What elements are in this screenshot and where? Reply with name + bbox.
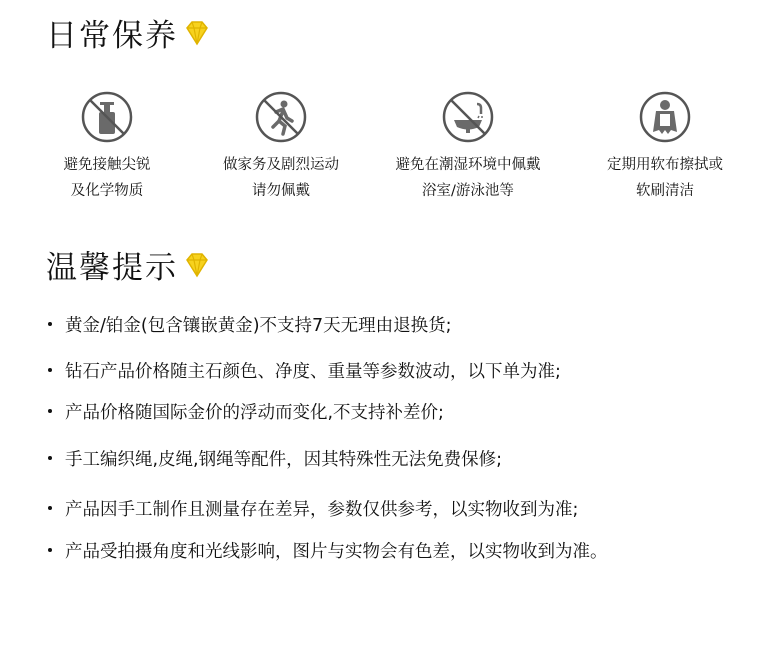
care-text-line1: 做家务及剧烈运动	[223, 157, 339, 173]
list-item	[48, 358, 561, 383]
bullet-icon	[48, 548, 52, 552]
no-sharp-chemicals-icon	[80, 90, 134, 144]
care-text-line2: 软刷清洁	[636, 183, 694, 199]
diamond-icon	[182, 250, 212, 280]
tip-text: 钻石产品价格随主石颜色、净度、重量等参数波动，以下单为准;	[65, 362, 561, 382]
no-humidity-icon	[441, 90, 495, 144]
care-item	[186, 90, 376, 204]
tip-text: 黄金/铂金(包含镶嵌黄金)不支持7天无理由退换货;	[65, 316, 452, 336]
tip-text: 产品因手工制作且测量存在差异，参数仅供参考，以实物收到为准;	[65, 500, 579, 520]
tip-text: 手工编织绳,皮绳,钢绳等配件，因其特殊性无法免费保修;	[65, 450, 503, 470]
cloth-cleaning-icon	[638, 90, 692, 144]
care-title-text: 日常保养	[46, 18, 178, 54]
bullet-icon	[48, 506, 52, 510]
bullet-icon	[48, 409, 52, 413]
care-text-line2: 及化学物质	[70, 183, 144, 199]
list-item	[48, 399, 444, 424]
no-exercise-icon	[254, 90, 308, 144]
tip-text: 产品价格随国际金价的浮动而变化,不支持补差价;	[65, 403, 444, 423]
care-item	[570, 90, 760, 204]
care-text-line1: 避免接触尖锐	[63, 157, 151, 173]
care-items-row	[0, 90, 784, 210]
list-item	[48, 496, 578, 521]
care-item	[373, 90, 563, 204]
list-item	[48, 446, 502, 471]
care-section-title	[46, 10, 212, 55]
care-item	[12, 90, 202, 204]
care-text-line2: 浴室/游泳池等	[422, 183, 514, 199]
list-item	[48, 312, 452, 337]
care-text-line1: 定期用软布擦拭或	[607, 157, 723, 173]
tips-section-title	[46, 242, 212, 287]
care-text-line1: 避免在潮湿环境中佩戴	[395, 157, 541, 173]
tips-title-text: 温馨提示	[46, 250, 178, 286]
diamond-icon	[182, 18, 212, 48]
bullet-icon	[48, 322, 52, 326]
bullet-icon	[48, 456, 52, 460]
care-text-line2: 请勿佩戴	[252, 183, 310, 199]
bullet-icon	[48, 368, 52, 372]
tip-text: 产品受拍摄角度和光线影响，图片与实物会有色差，以实物收到为准。	[65, 542, 608, 562]
list-item	[48, 538, 608, 563]
